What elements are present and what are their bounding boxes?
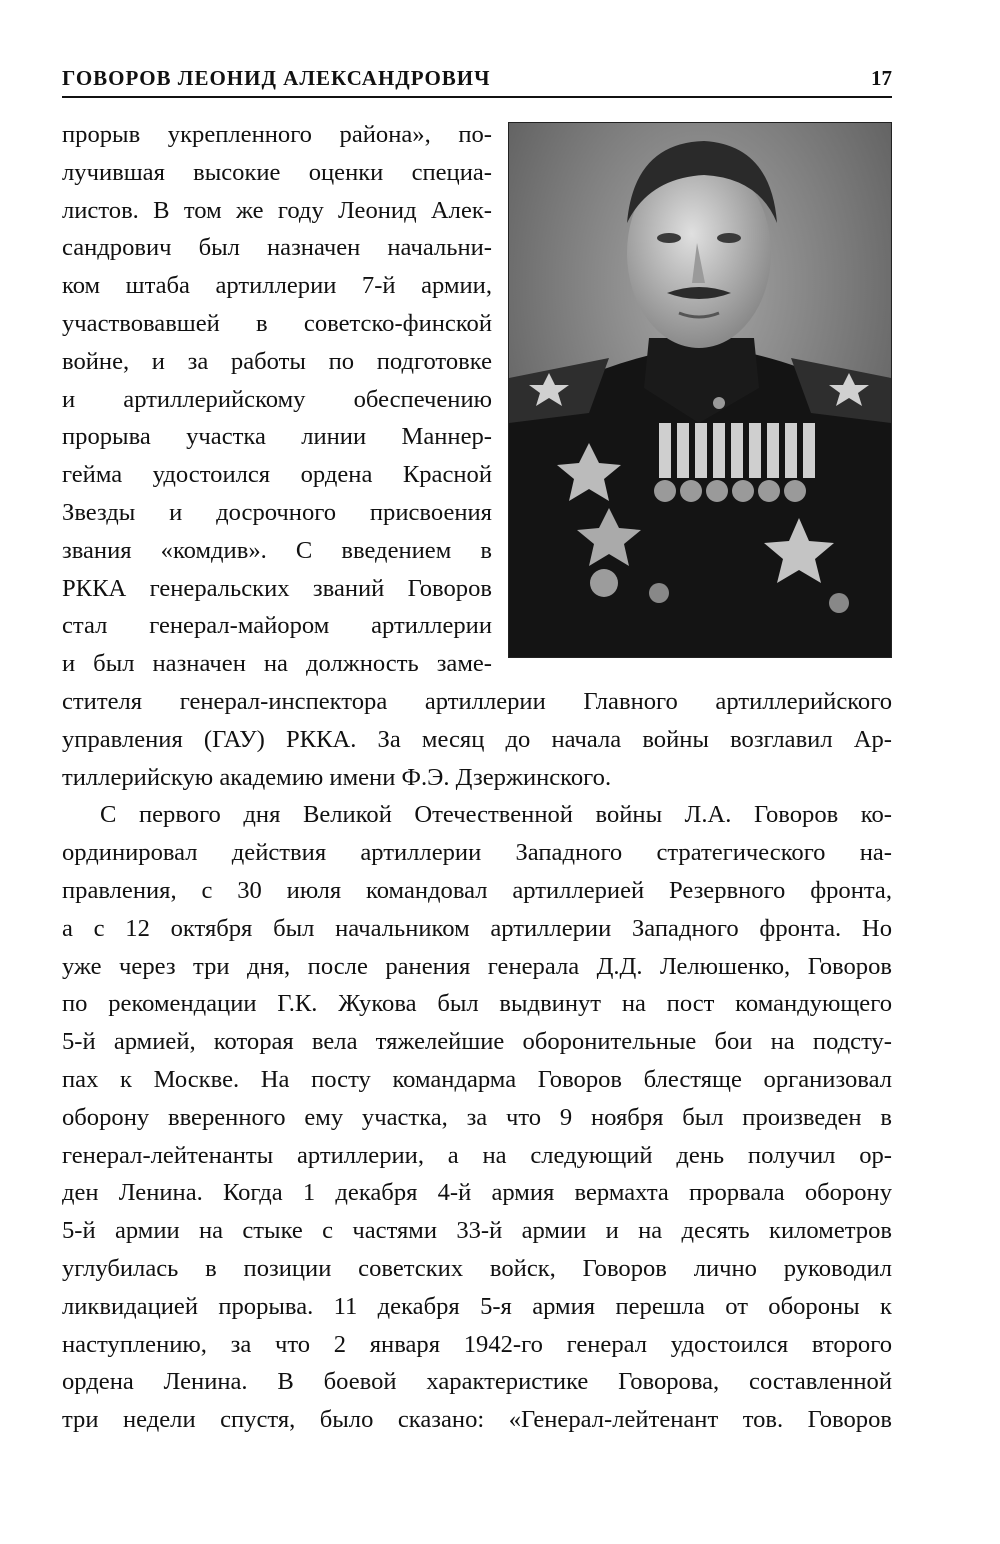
body-line: ден Ленина. Когда 1 декабря 4-й армия вермахта прорвала оборону	[62, 1179, 892, 1207]
body-line: лучившая высокие оценки специа-	[62, 158, 492, 186]
body-line: правления, с 30 июля командовал артиллерией Резервного фронта,	[62, 876, 892, 904]
body-line: звания «комдив». С введением в	[62, 536, 492, 564]
body-line: РККА генеральских званий Говоров	[62, 574, 492, 602]
body-line: по рекомендации Г.К. Жукова был выдвинут на пост командующего	[62, 990, 892, 1018]
running-head	[62, 64, 892, 98]
body-line: С первого дня Великой Отечественной войны Л.А. Говоров ко-	[100, 801, 892, 829]
body-line: Звезды и досрочного присвоения	[62, 498, 492, 526]
body-line: стителя генерал-инспектора артиллерии Главного артиллерийского	[62, 687, 892, 715]
body-line: гейма удостоился ордена Красной	[62, 461, 492, 489]
body-line: стал генерал-майором артиллерии	[62, 612, 492, 640]
body-line: и был назначен на должность заме-	[62, 650, 492, 678]
body-line: углубилась в позиции советских войск, Говоров лично руководил	[62, 1254, 892, 1282]
body-line: пах к Москве. На посту командарма Говоров блестяще организовал	[62, 1065, 892, 1093]
body-line: войне, и за работы по подготовке	[62, 347, 492, 375]
body-line: и артиллерийскому обеспечению	[62, 385, 492, 413]
body-line: ординировал действия артиллерии Западного стратегического на-	[62, 839, 892, 867]
body-line: а с 12 октября был начальником артиллерии Западного фронта. Но	[62, 914, 892, 942]
body-line: ком штаба артиллерии 7-й армии,	[62, 272, 492, 300]
article-body	[62, 116, 892, 1439]
body-line: листов. В том же году Леонид Алек-	[62, 196, 492, 224]
body-line: наступлению, за что 2 января 1942-го генерал удостоился второго	[62, 1330, 892, 1358]
body-line: ордена Ленина. В боевой характеристике Говорова, составленной	[62, 1368, 892, 1396]
body-line: управления (ГАУ) РККА. За месяц до начала войны возглавил Ар-	[62, 725, 892, 753]
running-title: ГОВОРОВ ЛЕОНИД АЛЕКСАНДРОВИЧ	[62, 66, 491, 90]
body-line: три недели спустя, было сказано: «Генерал-лейтенант тов. Говоров	[62, 1406, 892, 1434]
body-line: оборону вверенного ему участка, за что 9 ноября был произведен в	[62, 1103, 892, 1131]
body-line: сандрович был назначен начальни-	[62, 234, 492, 262]
body-line: ликвидацией прорыва. 11 декабря 5-я армия перешла от обороны к	[62, 1292, 892, 1320]
page-number: 17	[871, 66, 892, 90]
body-line: прорыва участка линии Маннер-	[62, 423, 492, 451]
body-line: тиллерийскую академию имени Ф.Э. Дзержинского.	[62, 763, 612, 791]
body-line: уже через три дня, после ранения генерала Д.Д. Лелюшенко, Говоров	[62, 952, 892, 980]
body-line: прорыв укрепленного района», по-	[62, 121, 492, 148]
body-line: 5-й армии на стыке с частями 33-й армии и на десять километров	[62, 1217, 892, 1245]
body-line: генерал-лейтенанты артиллерии, а на следующий день получил ор-	[62, 1141, 892, 1169]
body-line: 5-й армией, которая вела тяжелейшие оборонительные бои на подсту-	[62, 1028, 892, 1056]
body-line: участвовавшей в советско-финской	[62, 309, 492, 337]
